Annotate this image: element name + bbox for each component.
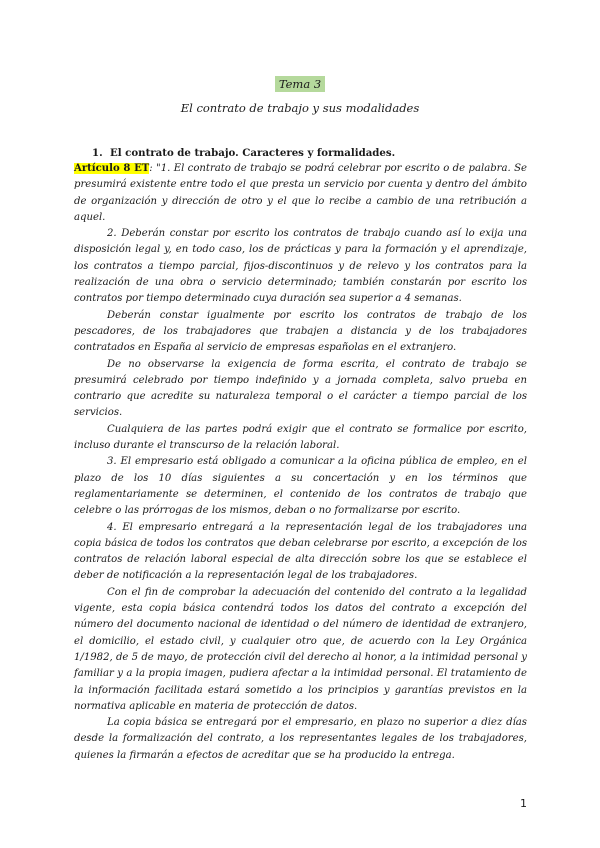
page-number: 1 <box>520 797 527 810</box>
paragraph: De no observarse la exigencia de forma escrita, el contrato de trabajo se presumirá celebrado por tiempo indefinido y a jornada completa, salvo prueba en contrario que acredite su naturaleza temporal o el carácter a tiempo parcial de los servicios. <box>74 358 527 419</box>
paragraph: 4. El empresario entregará a la representación legal de los trabajadores una copia básica de todos los contratos que deban celebrarse por escrito, a excepción de los contratos de relación laboral especial de alta dirección sobre los que se establece el deber de notificación a la representación legal de los trabajadores. <box>74 521 527 582</box>
paragraph: Cualquiera de las partes podrá exigir que el contrato se formalice por escrito, incluso durante el transcurso de la relación laboral. <box>74 423 527 452</box>
section-heading <box>92 147 395 159</box>
article-reference-highlight: Artículo 8 ET <box>74 163 150 174</box>
section-number: 1. <box>92 147 103 159</box>
document-subtitle: El contrato de trabajo y sus modalidades <box>180 101 420 115</box>
paragraph: 2. Deberán constar por escrito los contratos de trabajo cuando así lo exija una disposición legal y, en todo caso, los de prácticas y para la formación y el aprendizaje, los contratos a tiempo parcial, fijos-discontinuos y de relevo y los contratos para la realización de una obra o servicio determinado; también constarán por escrito los contratos por tiempo determinado cuya duración sea superior a 4 semanas. <box>74 228 527 305</box>
section-title: El contrato de trabajo. Caracteres y formalidades. <box>110 147 396 159</box>
paragraph: La copia básica se entregará por el empresario, en plazo no superior a diez días desde la formalización del contrato, a los representantes legales de los trabajadores, quienes la firmarán a efectos de acreditar que se ha producido la entrega. <box>74 717 527 761</box>
paragraph: 3. El empresario está obligado a comunicar a la oficina pública de empleo, en el plazo de los 10 días siguientes a su concertación y en los términos que reglamentariamente se determinen, el contenido de los contratos de trabajo que celebre o las prórrogas de los mismos, deban o no formalizarse por escrito. <box>74 456 527 517</box>
paragraph: Deberán constar igualmente por escrito los contratos de trabajo de los pescadores, de los trabajadores que trabajen a distancia y de los trabajadores contratados en España al servicio de empresas españolas en el extranjero. <box>74 309 527 354</box>
paragraph <box>74 161 527 226</box>
topic-label <box>0 77 600 91</box>
body-text <box>74 161 527 764</box>
topic-label-text: Tema 3 <box>275 76 325 92</box>
paragraph: Con el fin de comprobar la adecuación del contenido del contrato a la legalidad vigente, esta copia básica contendrá todos los datos del contrato a excepción del número del documento nacional de identidad o del número de identidad de extranjero, el domicilio, el estado civil, y cualquier otro que, de acuerdo con la Ley Orgánica 1/1982, de 5 de mayo, de protección civil del derecho al honor, a la intimidad personal y familiar y a la propia imagen, pudiera afectar a la intimidad personal. El tratamiento de la información facilitada estará sometido a los principios y garantías previstos en la normativa aplicable en materia de protección de datos. <box>74 586 527 712</box>
paragraph-text: : "1. El contrato de trabajo se podrá celebrar por escrito o de palabra. Se presumirá existente entre todo el que presta un servicio por cuenta y dentro del ámbito de organización y dirección de otro y el que lo recibe a cambio de una retribución a aquel. <box>74 163 527 223</box>
